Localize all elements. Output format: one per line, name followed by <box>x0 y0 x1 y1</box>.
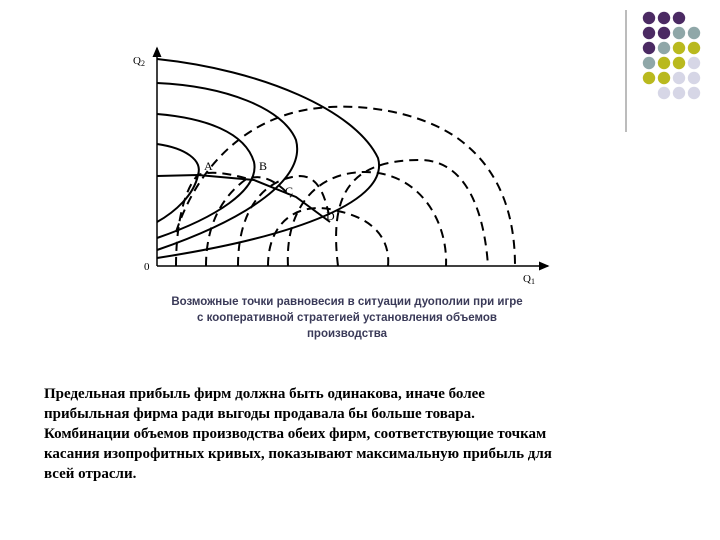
decorative-dot <box>643 57 655 69</box>
decorative-dot <box>658 87 670 99</box>
decorative-dot <box>658 42 670 54</box>
decorative-dot <box>673 87 685 99</box>
point-d-label: D <box>326 209 335 223</box>
origin-label: 0 <box>144 261 150 273</box>
decorative-dot <box>658 57 670 69</box>
decorative-dot <box>643 72 655 84</box>
decorative-dot <box>658 72 670 84</box>
solid-isoprofit-curves <box>157 59 379 258</box>
decorative-dot <box>673 72 685 84</box>
dashed-curve-5 <box>288 172 446 266</box>
decorative-dot <box>643 27 655 39</box>
caption-line: производства <box>306 328 388 340</box>
y-axis-label: Q2 <box>133 55 145 68</box>
solid-curve-4 <box>157 59 379 258</box>
decorative-dot <box>688 87 700 99</box>
decorative-dot <box>688 27 700 39</box>
point-b-label: B <box>259 159 268 173</box>
body-line: прибыльная фирма ради выгоды продавала бы больше товара. <box>44 406 475 422</box>
decorative-dot <box>643 42 655 54</box>
body-paragraph <box>44 384 684 484</box>
decorative-dot <box>673 57 685 69</box>
decorative-dot <box>658 12 670 24</box>
point-c-label: C <box>285 184 294 198</box>
x-axis-label: Q1 <box>523 273 535 286</box>
decorative-dot-grid <box>620 8 712 136</box>
dashed-curve-6 <box>336 160 488 266</box>
decorative-dot <box>673 27 685 39</box>
point-a-label: A <box>204 159 213 173</box>
body-line: Комбинации объемов производства обеих фирм, соответствующие точкам <box>44 426 547 442</box>
caption-line: Возможные точки равновесия в ситуации дуополии при игре <box>171 296 523 308</box>
decorative-dot <box>673 12 685 24</box>
decorative-dot <box>688 57 700 69</box>
decorative-dot <box>658 27 670 39</box>
decorative-dot <box>688 72 700 84</box>
body-line: Предельная прибыль фирм должна быть одинакова, иначе более <box>44 386 485 402</box>
decorative-dot <box>673 42 685 54</box>
decorative-dot <box>643 12 655 24</box>
caption-line: с кооперативной стратегией установления объемов <box>197 312 497 324</box>
figure-caption <box>115 294 579 342</box>
body-line: всей отрасли. <box>44 466 137 482</box>
solid-curve-1 <box>157 144 199 222</box>
body-line: касания изопрофитных кривых, показывают максимальную прибыль для <box>44 446 552 462</box>
decorative-dot <box>688 42 700 54</box>
